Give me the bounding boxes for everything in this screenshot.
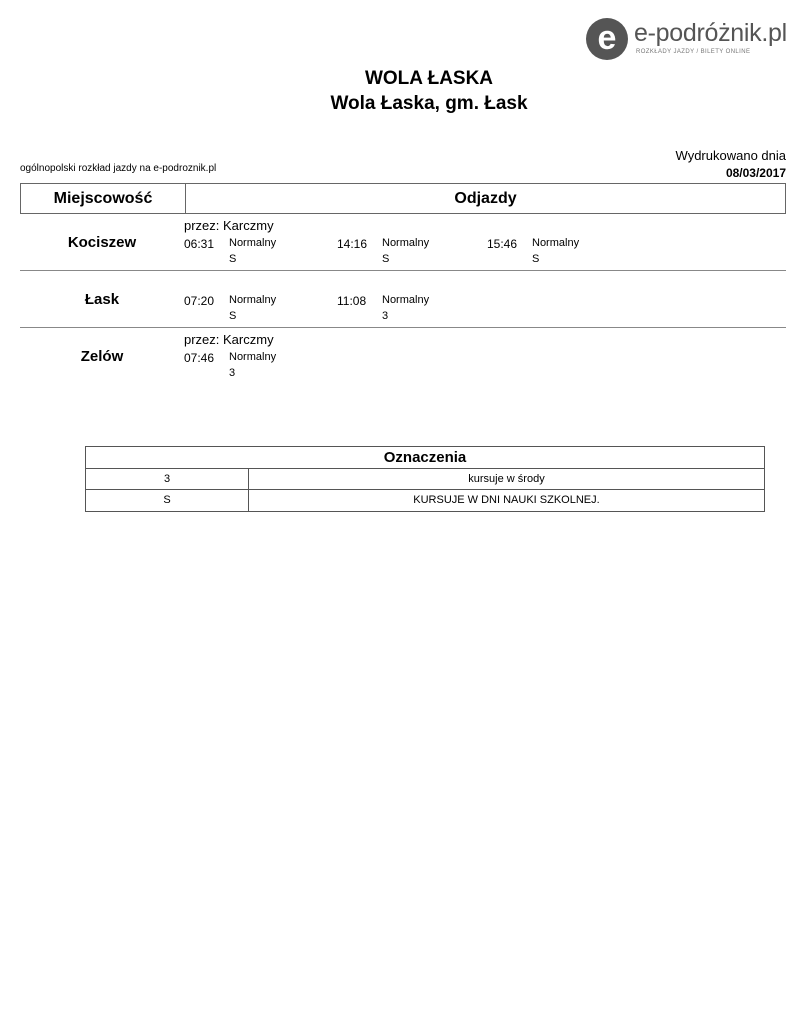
departure-type: Normalny xyxy=(382,294,430,306)
departure-time: 07:20 xyxy=(184,294,215,308)
timetable-row-zelow xyxy=(20,328,786,385)
destination-town: Kociszew xyxy=(67,234,137,251)
legend-divider xyxy=(86,489,764,490)
departure-type: Normalny xyxy=(229,351,277,363)
brand-logo xyxy=(586,18,791,64)
departure-time: 11:08 xyxy=(337,294,367,308)
printed-date: 08/03/2017 xyxy=(725,166,786,180)
departure-note: 3 xyxy=(382,310,389,322)
logo-mark-letter: e xyxy=(597,19,617,57)
departure-type: Normalny xyxy=(229,237,277,249)
timetable-header xyxy=(20,183,786,214)
departure-note: 3 xyxy=(229,367,236,379)
departure-note: S xyxy=(229,253,237,265)
column-header-town: Miejscowość xyxy=(53,190,153,207)
departure-time: 14:16 xyxy=(337,237,368,251)
departure-note: S xyxy=(229,310,237,322)
logo-tagline: ROZKŁADY JAZDY / BILETY ONLINE xyxy=(636,49,751,55)
page-subtitle: Wola Łaska, gm. Łask xyxy=(330,93,528,114)
departure-time: 15:46 xyxy=(487,237,518,251)
departure-note: S xyxy=(532,253,540,265)
departure-type: Normalny xyxy=(229,294,277,306)
departure-time: 07:46 xyxy=(184,351,215,365)
column-header-departures: Odjazdy xyxy=(454,190,517,207)
departure-type: Normalny xyxy=(382,237,430,249)
page-title: WOLA ŁASKA xyxy=(364,68,494,89)
destination-town: Łask xyxy=(84,291,120,308)
departure-type: Normalny xyxy=(532,237,580,249)
route-via: przez: Karczmy xyxy=(184,218,274,233)
route-via: przez: Karczmy xyxy=(184,332,274,347)
logo-wordmark: e-podróżnik.pl xyxy=(634,19,787,47)
legend-description: kursuje w środy xyxy=(468,473,545,485)
source-note: ogólnopolski rozkład jazdy na e-podroznik.pl xyxy=(20,163,217,174)
departure-time: 06:31 xyxy=(184,237,215,251)
legend-code: S xyxy=(163,494,171,506)
departure-note: S xyxy=(382,253,390,265)
legend-title: Oznaczenia xyxy=(383,449,467,466)
legend-divider xyxy=(86,468,764,469)
legend-description: KURSUJE W DNI NAUKI SZKOLNEJ. xyxy=(413,494,600,506)
printed-label: Wydrukowano dnia xyxy=(675,148,786,163)
destination-town: Zelów xyxy=(80,348,124,365)
legend-table xyxy=(85,446,765,512)
timetable-row-kociszew xyxy=(20,214,786,271)
legend-code: 3 xyxy=(163,473,171,485)
logo-icon xyxy=(586,18,628,60)
timetable-row-lask xyxy=(20,271,786,328)
